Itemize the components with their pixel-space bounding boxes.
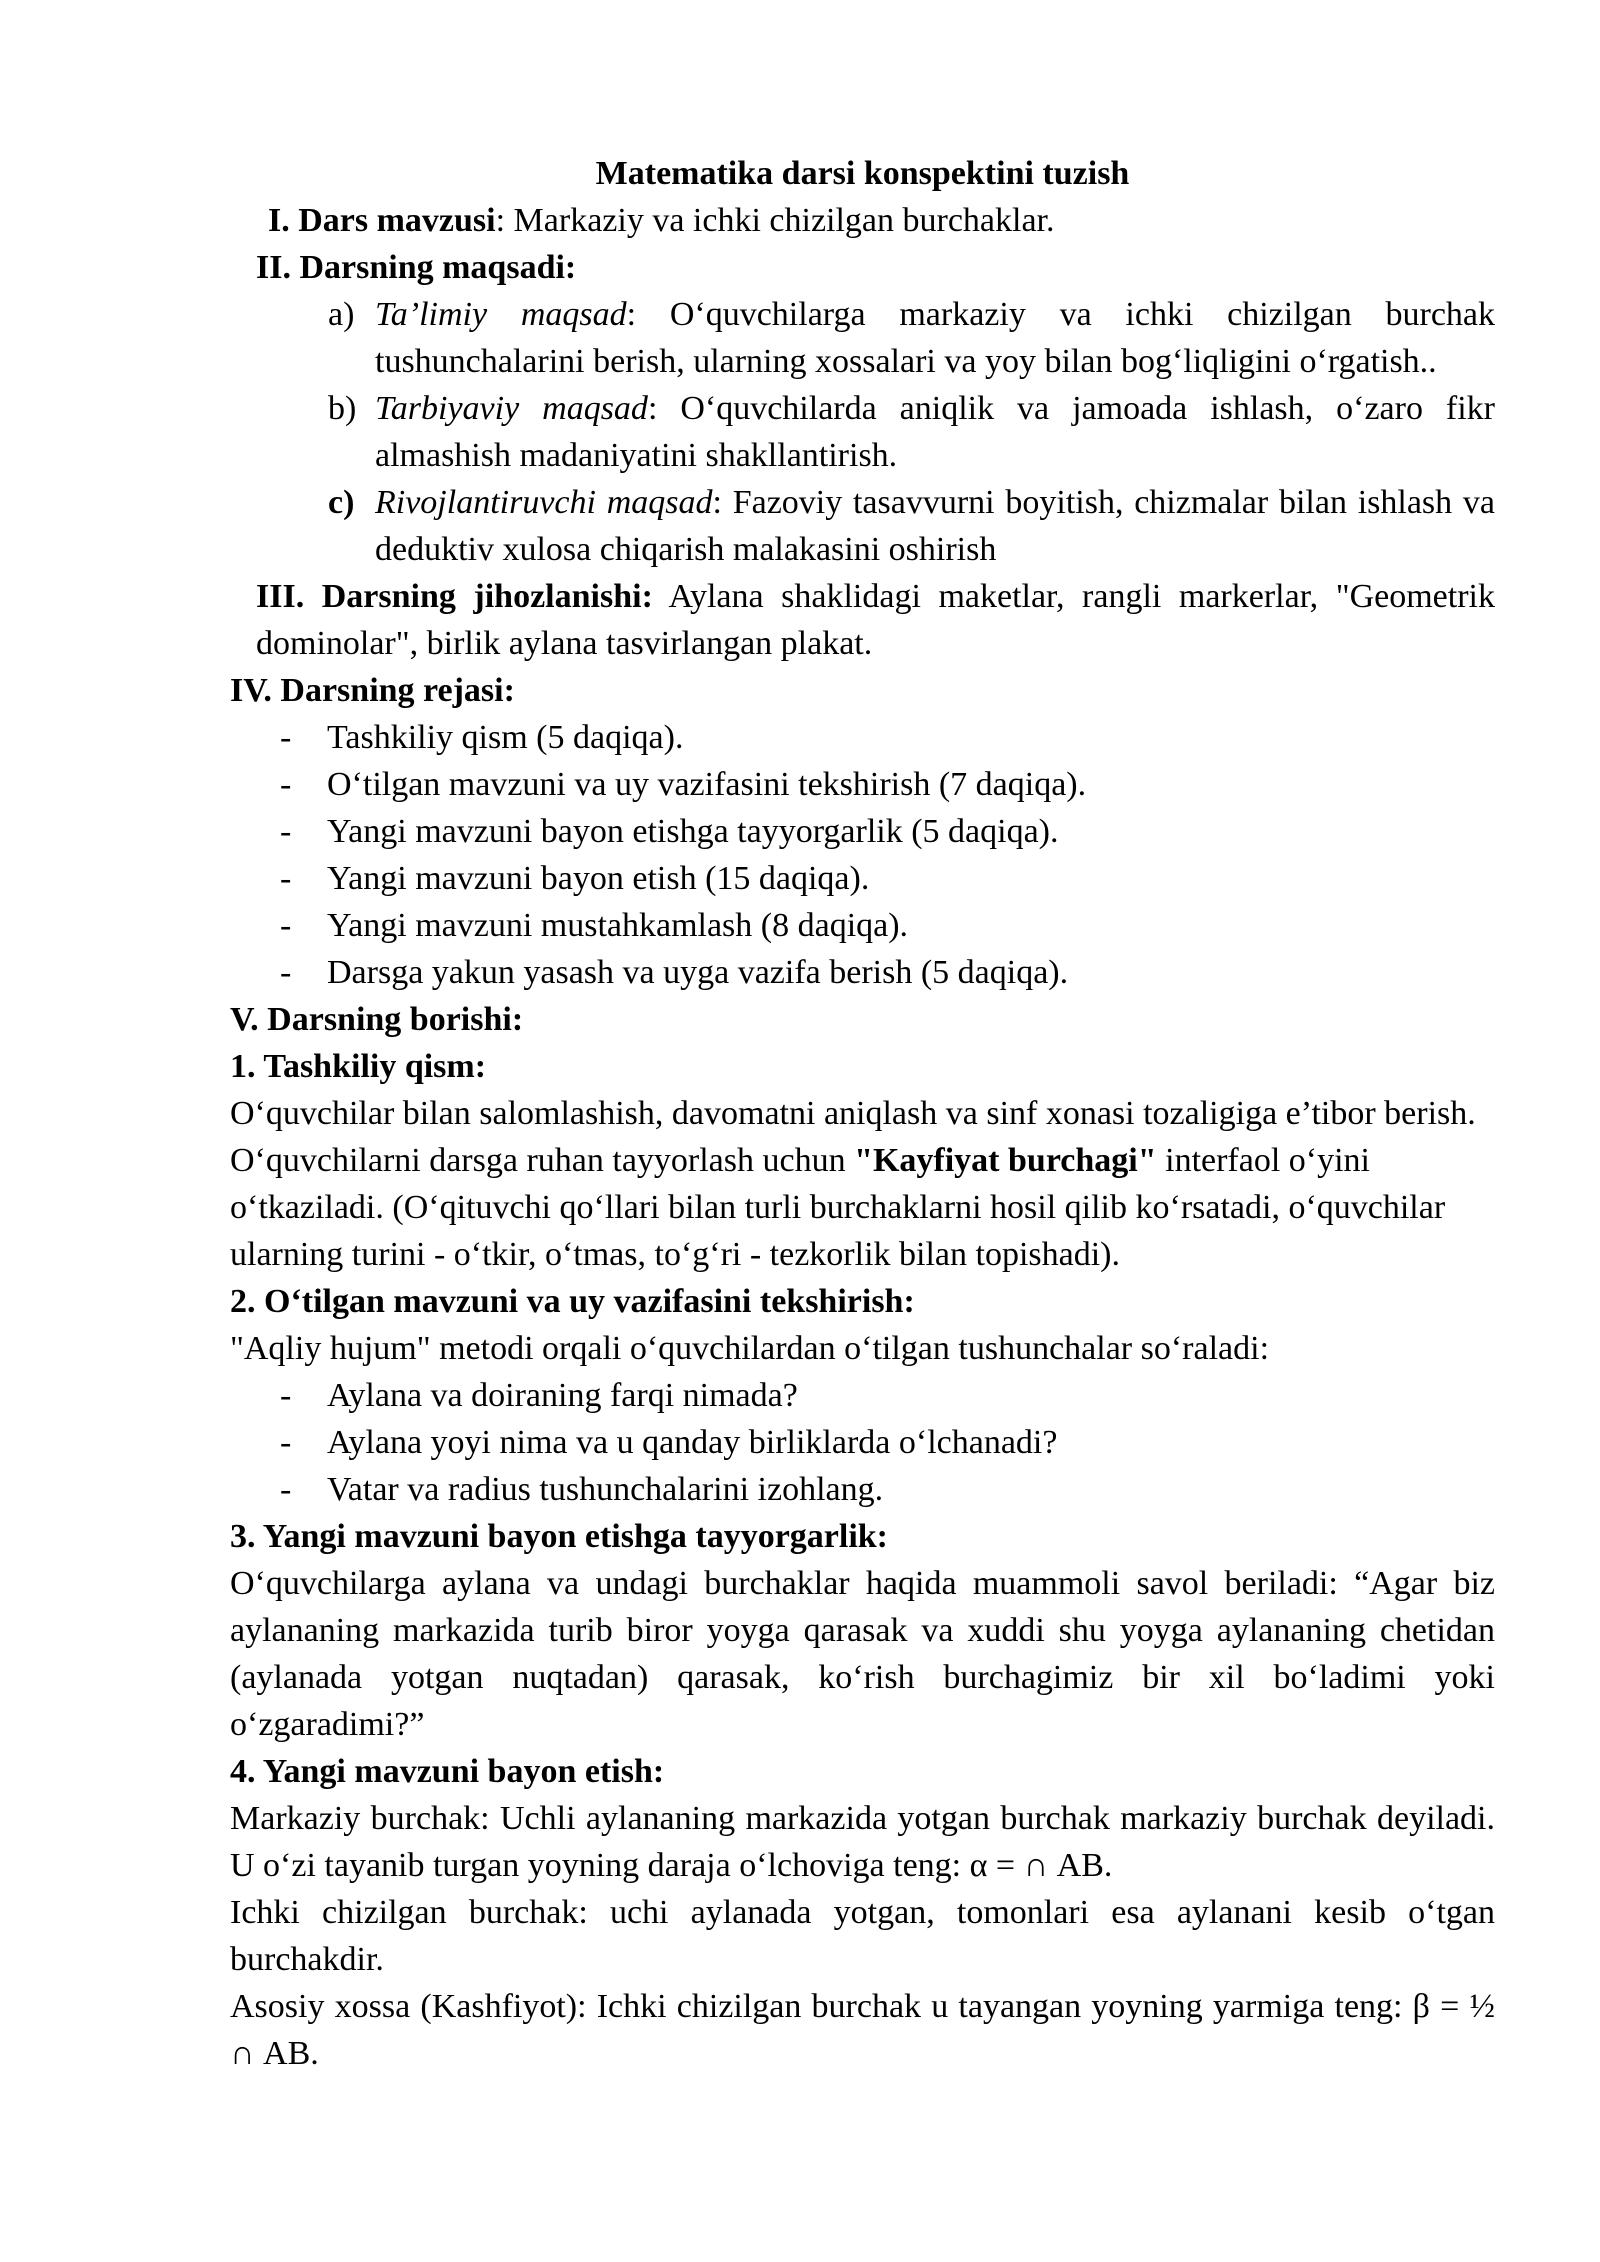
step-1-heading: 1. Tashkiliy qism:: [230, 1048, 487, 1085]
goal-name: Tarbiyaviy maqsad: [375, 390, 648, 427]
document-content: [230, 150, 1495, 2077]
inscribed-angle-definition: Ichki chizilgan burchak: uchi aylanada yotgan, tomonlari esa aylanani kesib o‘tgan burchakdir.: [230, 1894, 1495, 1978]
main-property: Asosiy xossa (Kashfiyot): Ichki chizilgan burchak u tayangan yoyning yarmiga teng: β = ½ ∩ AB.: [230, 1988, 1495, 2072]
goal-item: [230, 479, 1495, 573]
goal-text: : O‘quvchilarda aniqlik va jamoada ishlash, o‘zaro fikr almashish madaniyatini shakllantirish.: [375, 390, 1495, 474]
section-process-heading: V. Darsning borishi:: [230, 1001, 524, 1038]
section-goals-heading: II. Darsning maqsadi:: [256, 249, 577, 286]
question-item: - Aylana va doiraning farqi nimada?: [280, 1377, 798, 1414]
section-topic-label: I. Dars mavzusi: [268, 202, 496, 239]
question-item: - Vatar va radius tushunchalarini izohlang.: [280, 1471, 884, 1508]
step-2-text: "Aqliy hujum" metodi orqali o‘quvchilardan o‘tilgan tushunchalar so‘raladi:: [230, 1330, 1270, 1367]
step-3-text: O‘quvchilarga aylana va undagi burchaklar haqida muammoli savol beriladi: “Agar biz aylananing markazida turib biror yoyga qarasak va xuddi shu yoyga aylananing chetidan (aylanada yotgan nuqtadan) qarasak, ko‘rish burchagimiz bir xil bo‘ladimi yoki o‘zgaradimi?”: [230, 1565, 1495, 1743]
question-item: - Aylana yoyi nima va u qanday birliklarda o‘lchanadi?: [280, 1424, 1058, 1461]
goal-item: [230, 291, 1495, 385]
plan-item: - Yangi mavzuni bayon etish (15 daqiqa).: [280, 860, 870, 897]
central-angle-definition: Markaziy burchak: Uchli aylananing markazida yotgan burchak markaziy burchak deyiladi. U o‘zi tayanib turgan yoyning daraja o‘lchoviga teng: α = ∩ AB.: [230, 1800, 1495, 1884]
plan-item: - Tashkiliy qism (5 daqiqa).: [280, 719, 684, 756]
goal-marker: b): [328, 390, 357, 427]
goal-name: Ta’limiy maqsad: [375, 296, 627, 333]
section-equipment: [230, 573, 1495, 667]
step-2-heading: 2. O‘tilgan mavzuni va uy vazifasini tekshirish:: [230, 1283, 915, 1320]
plan-item: - Yangi mavzuni mustahkamlash (8 daqiqa).: [280, 907, 909, 944]
plan-item: - Yangi mavzuni bayon etishga tayyorgarlik (5 daqiqa).: [280, 813, 1059, 850]
game-name: "Kayfiyat burchagi": [854, 1142, 1157, 1179]
goal-text: : Fazoviy tasavvurni boyitish, chizmalar bilan ishlash va deduktiv xulosa chiqarish malakasini oshirish: [375, 484, 1495, 568]
section-equipment-text: Aylana shaklidagi maketlar, rangli markerlar, "Geometrik dominolar", birlik aylana tasvirlangan plakat.: [256, 578, 1495, 662]
step-4-heading: 4. Yangi mavzuni bayon etish:: [230, 1753, 665, 1790]
document-title: Matematika darsi konspektini tuzish: [595, 155, 1130, 192]
section-topic: [230, 197, 1495, 244]
goal-name: Rivojlantiruvchi maqsad: [375, 484, 713, 521]
section-topic-text: : Markaziy va ichki chizilgan burchaklar.: [495, 202, 1055, 239]
goal-item: [230, 385, 1495, 479]
goal-marker: c): [328, 484, 355, 521]
section-plan-heading: IV. Darsning rejasi:: [230, 672, 515, 709]
section-equipment-label: III. Darsning jihozlanishi:: [256, 578, 653, 615]
plan-item: - O‘tilgan mavzuni va uy vazifasini tekshirish (7 daqiqa).: [280, 766, 1087, 803]
goal-marker: a): [328, 296, 355, 333]
step-1-text: O‘quvchilar bilan salomlashish, davomatni aniqlash va sinf xonasi tozaligiga e’tibor berish. O‘quvchilarni darsga ruhan tayyorlash uchun "Kayfiyat burchagi" interfaol o‘yini o‘tkaziladi. (O‘qituvchi qo‘llari bilan turli burchaklarni hosil qilib ko‘rsatadi, o‘quvchilar ularning turini - o‘tkir, o‘tmas, to‘g‘ri - tezkorlik bilan topishadi).: [230, 1095, 1476, 1273]
step-3-heading: 3. Yangi mavzuni bayon etishga tayyorgarlik:: [230, 1518, 889, 1555]
plan-item: - Darsga yakun yasash va uyga vazifa berish (5 daqiqa).: [280, 954, 1069, 991]
goal-text: : O‘quvchilarga markaziy va ichki chizilgan burchak tushunchalarini berish, ularning xossalari va yoy bilan bog‘liqligini o‘rgatish..: [375, 296, 1495, 380]
